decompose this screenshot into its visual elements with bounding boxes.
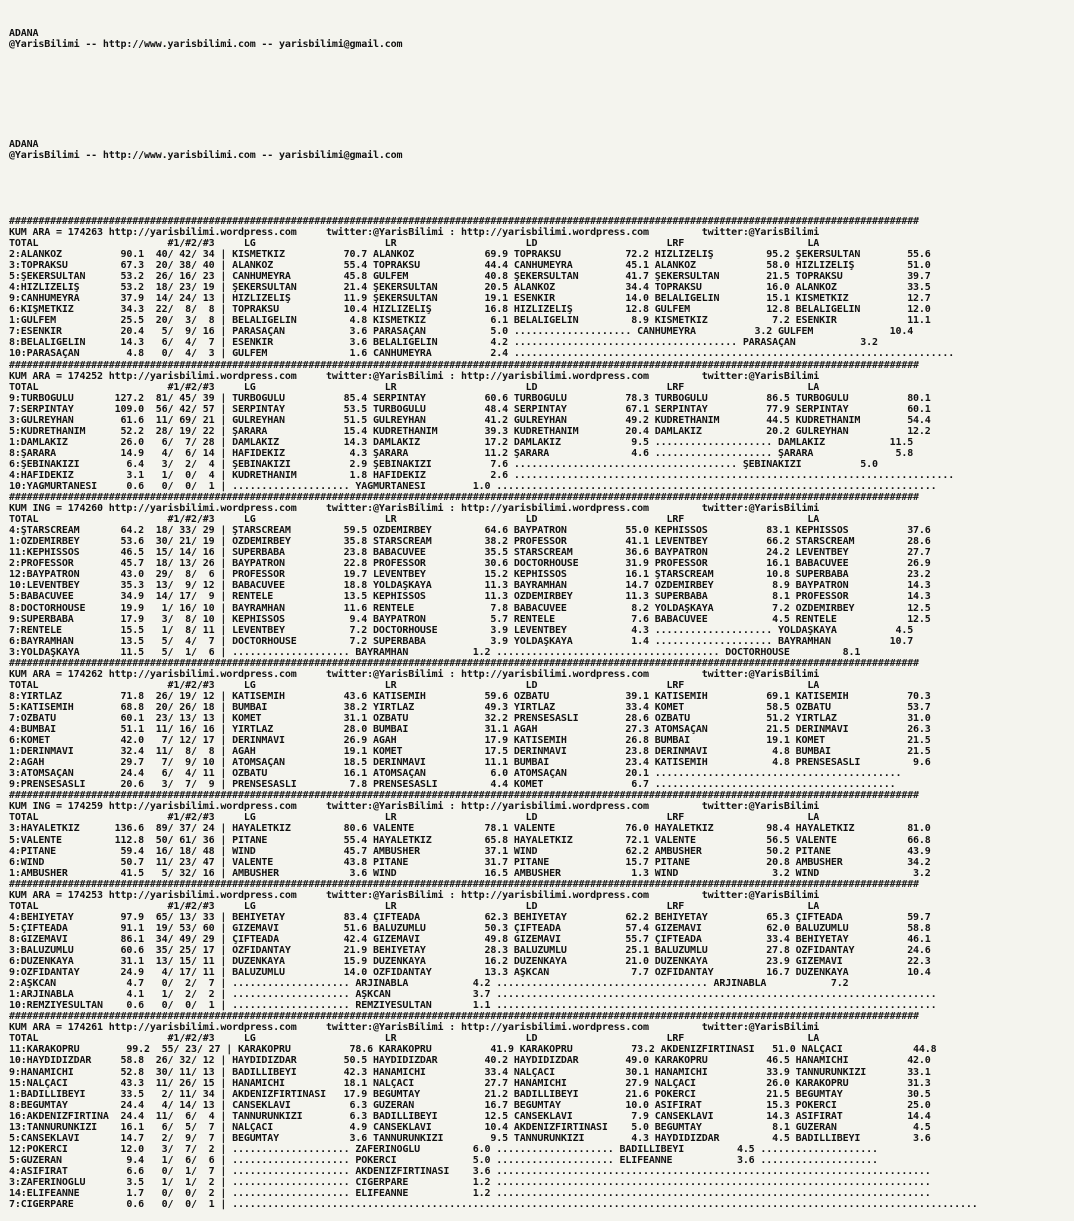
column-header: TOTAL #1/#2/#3 LG LR LD LRF LA bbox=[9, 514, 820, 526]
table-row: 2:AGAH 29.7 7/ 9/ 10 | ATOMSAÇAN 18.5 DERİNMAVİ 11.1 BUMBAİ 23.4 KATISEMİH 4.8 PRENSESASLI 9.6 bbox=[9, 757, 931, 769]
table-row: 1:ÖZDEMİRBEY 53.6 30/ 21/ 19 | ÖZDEMİRBEY 35.8 STARSCREAM 38.2 PROFESSOR 41.1 LEVENTBEY 66.2 STARSCREAM 28.6 bbox=[9, 536, 931, 548]
report-header-repeat bbox=[9, 139, 1069, 161]
race-section bbox=[9, 801, 1069, 878]
table-row: 5:BABACUVEE 34.9 14/ 17/ 9 | RENTELE 13.5 KEPHISSOS 11.3 ÖZDEMİRBEY 11.3 SÜPERBABA 8.1 PROFESSOR 14.3 bbox=[9, 591, 931, 603]
race-sections bbox=[9, 216, 1069, 1210]
table-row: 7:RENTELE 15.5 1/ 8/ 11 | LEVENTBEY 7.2 DOCTORHOUSE 3.9 LEVENTBEY 4.3 .................... YOLDAŞKAYA 4.5 bbox=[9, 624, 914, 636]
table-row: 5:VALENTE 112.8 50/ 61/ 36 | PİTANE 55.4 HAYALETKIZ 65.8 HAYALETKIZ 72.1 VALENTE 56.5 VALENTE 66.8 bbox=[9, 834, 931, 846]
race-title: KUM ARA = 174263 http://yarisbilimi.wordpress.com twitter:@YarisBilimi : http://yarisbilimi.wordpress.com twitter:@YarisBilimi bbox=[9, 226, 820, 238]
report-page bbox=[9, 6, 1069, 1221]
blank-line bbox=[9, 72, 1069, 83]
race-title: KUM ING = 174260 http://yarisbilimi.wordpress.com twitter:@YarisBilimi : http://yarisbilimi.wordpress.com twitter:@YarisBilimi bbox=[9, 503, 820, 515]
race-title: KUM ARA = 174262 http://yarisbilimi.wordpress.com twitter:@YarisBilimi : http://yarisbilimi.wordpress.com twitter:@YarisBilimi bbox=[9, 668, 820, 680]
race-section bbox=[9, 890, 1069, 1012]
section-rule: ########################################################################################################################################################### bbox=[9, 215, 919, 227]
table-row: 3:GÜLREYHAN 61.6 11/ 69/ 21 | GÜLREYHAN 51.5 GÜLREYHAN 41.2 GÜLREYHAN 49.2 KUDRETHANIM 44.5 KUDRETHANIM 54.4 bbox=[9, 414, 931, 426]
table-row: 3:YOLDAŞKAYA 11.5 5/ 1/ 6 | .................... BAYRAMHAN 1.2 ...................................... DOCTORHOUSE 8.1 bbox=[9, 646, 861, 658]
table-row: 4:HIZLIZELİŞ 53.2 18/ 23/ 19 | ŞEKERSULTAN 21.4 ŞEKERSULTAN 20.5 ALANKOZ 34.4 TOPRAKSU 16.0 ALANKOZ 33.5 bbox=[9, 282, 931, 294]
table-row: 1:ARJİNABLA 4.1 1/ 2/ 2 | .................... AŞKCAN 3.7 ........................................................................... bbox=[9, 989, 937, 1001]
table-row: 8:BEĞÜMTAY 24.4 4/ 14/ 13 | CANSEKLAVİ 6.3 GÜZERAN 16.7 BEĞÜMTAY 10.0 ASİFIRAT 15.3 POKERCİ 25.0 bbox=[9, 1099, 931, 1111]
column-header: TOTAL #1/#2/#3 LG LR LD LRF LA bbox=[9, 1033, 820, 1045]
table-row: 8:ŞARARA 14.9 4/ 6/ 14 | HAFİDEKIZ 4.3 ŞARARA 11.2 ŞARARA 4.6 .................... ŞARARA 5.8 bbox=[9, 447, 914, 459]
table-row: 9:ÖZFİDANTAY 24.9 4/ 17/ 11 | BALÜZÜMLÜ 14.0 ÖZFİDANTAY 13.3 AŞKCAN 7.7 ÖZFİDANTAY 16.7 DÜZENKAYA 10.4 bbox=[9, 967, 931, 979]
race-title: KUM ARA = 174252 http://yarisbilimi.wordpress.com twitter:@YarisBilimi : http://yarisbilimi.wordpress.com twitter:@YarisBilimi bbox=[9, 370, 820, 382]
table-row: 7:ÖZBATU 60.1 23/ 13/ 13 | KOMET 31.1 ÖZBATU 32.2 PRENSESASLI 28.6 ÖZBATU 51.2 YIRTLAZ 31.0 bbox=[9, 713, 931, 724]
table-row: 4:HAFİDEKIZ 3.1 1/ 0/ 4 | KUDRETHANIM 1.8 HAFİDEKIZ 2.6 ........................................................................... bbox=[9, 469, 955, 481]
table-row: 6:DÜZENKAYA 31.1 13/ 15/ 11 | DÜZENKAYA 15.9 DÜZENKAYA 16.2 DÜZENKAYA 21.0 DÜZENKAYA 23.9 GİZEMAVİ 22.3 bbox=[9, 956, 931, 968]
table-row: 11:KEPHISSOS 46.5 15/ 14/ 16 | SÜPERBABA 23.8 BABACUVEE 35.5 STARSCREAM 36.6 BAYPATRON 24.2 LEVENTBEY 27.7 bbox=[9, 547, 931, 559]
table-row: 2:ALANKOZ 90.1 40/ 42/ 34 | KISMETKIZ 70.7 ALANKOZ 69.9 TOPRAKSU 72.2 HIZLIZELİŞ 95.2 ŞEKERSULTAN 55.6 bbox=[9, 249, 931, 261]
table-row: 6:KOMET 42.0 7/ 12/ 17 | DERİNMAVİ 26.9 AGAH 17.9 KATISEMİH 26.8 BUMBAİ 19.1 KOMET 21.5 bbox=[9, 735, 931, 747]
table-row: 7:ESENKIR 20.4 5/ 9/ 16 | PARASAÇAN 3.6 PARASAÇAN 5.0 .................... CANHÜMEYRA 3.2 GÜLFEM 10.4 bbox=[9, 326, 914, 338]
table-row: 4:ŞTARSCREAM 64.2 18/ 33/ 29 | ŞTARSCREAM 59.5 ÖZDEMİRBEY 64.6 BAYPATRON 55.0 KEPHISSOS 83.1 KEPHISSOS 37.6 bbox=[9, 525, 931, 537]
race-title: KUM ARA = 174261 http://yarisbilimi.wordpress.com twitter:@YarisBilimi : http://yarisbilimi.wordpress.com twitter:@YarisBilimi bbox=[9, 1022, 820, 1034]
table-row: 5:ÇİFTEADA 91.1 19/ 53/ 60 | GİZEMAVİ 51.6 BALÜZÜMLÜ 50.3 ÇİFTEADA 57.4 GİZEMAVİ 62.0 BALÜZÜMLÜ 58.8 bbox=[9, 922, 931, 934]
column-header: TOTAL #1/#2/#3 LG LR LD LRF LA bbox=[9, 237, 820, 249]
table-row: 2:AŞKCAN 4.7 0/ 2/ 7 | .................... ARJİNABLA 4.2 .................................... ARJİNABLA 7.2 bbox=[9, 978, 849, 990]
column-header: TOTAL #1/#2/#3 LG LR LD LRF LA bbox=[9, 381, 820, 393]
table-row: 5:CANSEKLAVİ 14.7 2/ 9/ 7 | BEĞÜMTAY 3.6 TANNURUNKIZI 9.5 TANNURUNKIZI 4.3 HAYDİDİZDAR 4.5 BADILLIBEYİ 3.6 bbox=[9, 1132, 931, 1144]
race-section bbox=[9, 371, 1069, 493]
table-row: 15:NALÇACI 43.3 11/ 26/ 15 | HANAMİCHİ 18.1 NALÇACI 27.7 HANAMİCHİ 27.9 NALÇACI 26.0 KARAKÖPRÜ 31.3 bbox=[9, 1077, 931, 1089]
column-header: TOTAL #1/#2/#3 LG LR LD LRF LA bbox=[9, 679, 820, 691]
table-row: 3:ATOMSAÇAN 24.4 6/ 4/ 11 | ÖZBATU 16.1 ATOMSAÇAN 6.0 ATOMSAÇAN 20.1 .......................................... bbox=[9, 768, 902, 780]
table-row: 10:HAYDİDİZDAR 58.8 26/ 32/ 12 | HAYDİDİZDAR 50.5 HAYDİDİZDAR 40.2 HAYDİDİZDAR 49.0 KARAKÖPRÜ 46.5 HANAMİCHİ 42.0 bbox=[9, 1055, 931, 1067]
section-rule: ########################################################################################################################################################### bbox=[9, 790, 919, 802]
table-row: 10:PARASAÇAN 4.8 0/ 4/ 3 | GÜLFEM 1.6 CANHÜMEYRA 2.4 ........................................................................... bbox=[9, 348, 955, 360]
table-row: 7:SERPİNTAY 109.0 56/ 42/ 57 | SERPİNTAY 53.5 TURBOĞÜLÜ 48.4 SERPİNTAY 67.1 SERPİNTAY 77.9 SERPİNTAY 60.1 bbox=[9, 403, 931, 415]
table-row: 6:WIND 50.7 11/ 23/ 47 | VALENTE 43.8 PİTANE 31.7 PİTANE 15.7 PİTANE 20.8 AMBUSHER 34.2 bbox=[9, 856, 931, 868]
table-row: 3:HAYALETKIZ 136.6 89/ 37/ 24 | HAYALETKIZ 80.6 VALENTE 78.1 VALENTE 76.0 HAYALETKIZ 98.4 HAYALETKIZ 81.0 bbox=[9, 823, 931, 835]
table-row: 1:DERİNMAVİ 32.4 11/ 8/ 8 | AGAH 19.1 KOMET 17.5 DERİNMAVİ 23.8 DERİNMAVİ 4.8 BUMBAİ 21.5 bbox=[9, 746, 931, 758]
table-row: 6:ŞEBİNAKIZI 6.4 3/ 2/ 4 | ŞEBİNAKIZI 2.9 ŞEBİNAKIZI 7.6 ...................................... ŞEBİNAKIZI 5.0 bbox=[9, 458, 878, 470]
table-row: 13:TANNURUNKIZI 16.1 6/ 5/ 7 | NALÇACI 4.9 CANSEKLAVİ 10.4 AKDENİZFIRTINASI 5.0 BEĞÜMTAY 8.1 GÜZERAN 4.5 bbox=[9, 1121, 931, 1133]
section-rule: ########################################################################################################################################################### bbox=[9, 359, 919, 371]
table-row: 5:ŞEKERSULTAN 53.2 26/ 16/ 23 | CANHÜMEYRA 45.8 GÜLFEM 40.8 ŞEKERSULTAN 41.7 ŞEKERSULTAN 21.5 TOPRAKSU 39.7 bbox=[9, 271, 931, 283]
table-row: 16:AKDENİZFIRTINA 24.4 11/ 6/ 4 | TANNURUNKIZI 6.3 BADILLIBEYİ 12.5 CANSEKLAVİ 7.9 CANSEKLAVİ 14.3 ASİFIRAT 14.4 bbox=[9, 1110, 931, 1122]
report-header bbox=[9, 28, 1069, 50]
table-row: 6:KIŞMETKIZ 34.3 22/ 8/ 8 | TOPRAKSU 10.4 HIZLIZELİŞ 16.8 HIZLIZELİŞ 12.8 GÜLFEM 12.8 BELALIGELİN 12.0 bbox=[9, 304, 931, 316]
table-row: 1:GÜLFEM 25.5 20/ 3/ 8 | BELALIGELİN 4.8 KISMETKIZ 6.1 BELALIGELİN 8.9 KISMETKIZ 7.2 ESENKIR 11.1 bbox=[9, 315, 931, 327]
table-row: 12:POKERCİ 12.0 3/ 7/ 2 | .................... ZAFERİNOĞLU 6.0 .................... BADILLIBEYİ 4.5 .................... bbox=[9, 1143, 878, 1155]
table-row: 8:GİZEMAVİ 86.1 34/ 49/ 29 | ÇİFTEADA 42.4 GİZEMAVİ 49.8 GİZEMAVİ 55.7 ÇİFTEADA 33.4 BEHİYETAY 46.1 bbox=[9, 933, 931, 945]
column-header: TOTAL #1/#2/#3 LG LR LD LRF LA bbox=[9, 900, 820, 912]
city-title: ADANA bbox=[9, 28, 39, 40]
race-section bbox=[9, 669, 1069, 791]
table-row: 9:TURBOĞÜLÜ 127.2 81/ 45/ 39 | TURBOĞÜLÜ 85.4 SERPİNTAY 60.6 TURBOĞÜLÜ 78.3 TURBOĞÜLÜ 86.5 TURBOĞÜLÜ 80.1 bbox=[9, 392, 931, 404]
table-row: 3:ZAFERİNOĞLU 3.5 1/ 1/ 2 | .................... CİGERPARE 1.2 .......................................................................... bbox=[9, 1176, 931, 1188]
contact-line: @YarisBilimi -- http://www.yarisbilimi.com -- yarisbilimi@gmail.com bbox=[9, 39, 403, 51]
table-row: 10:LEVENTBEY 35.3 13/ 9/ 12 | BABACUVEE 18.8 YOLDAŞKAYA 11.3 BAYRAMHAN 14.7 ÖZDEMİRBEY 8.9 BAYPATRON 14.3 bbox=[9, 580, 931, 592]
section-rule: ########################################################################################################################################################### bbox=[9, 492, 919, 504]
city-title: ADANA bbox=[9, 138, 39, 150]
table-row: 5:GÜZERAN 9.4 1/ 6/ 6 | .................... POKERCİ 5.0 .................... ELİFEANNE 3.6 .................... bbox=[9, 1154, 878, 1166]
blank-line bbox=[9, 105, 1069, 116]
column-header: TOTAL #1/#2/#3 LG LR LD LRF LA bbox=[9, 812, 820, 824]
table-row: 9:PRENSESASLI 20.6 3/ 7/ 9 | PRENSESASLI 7.8 PRENSESASLI 4.4 KOMET 6.7 ......................................... bbox=[9, 779, 896, 791]
race-title: KUM ARA = 174253 http://yarisbilimi.wordpress.com twitter:@YarisBilimi : http://yarisbilimi.wordpress.com twitter:@YarisBilimi bbox=[9, 889, 820, 901]
table-row: 4:BUMBAİ 51.1 11/ 16/ 16 | YIRTLAZ 28.0 BUMBAİ 31.1 AGAH 27.3 ATOMSAÇAN 21.5 DERİNMAVİ 26.3 bbox=[9, 724, 931, 736]
table-row: 5:KUDRETHANIM 52.2 28/ 19/ 22 | ŞARARA 15.4 KUDRETHANIM 39.3 KUDRETHANIM 20.4 DAMLAKIZ 20.2 GÜLREYHAN 12.2 bbox=[9, 425, 931, 437]
table-row: 4:PİTANE 59.4 16/ 18/ 48 | WIND 45.7 AMBUSHER 37.1 WIND 62.2 AMBUSHER 50.2 PİTANE 43.9 bbox=[9, 845, 931, 857]
table-row: 6:BAYRAMHAN 13.5 5/ 4/ 7 | DOCTORHOUSE 7.2 SÜPERBABA 3.9 YOLDAŞKAYA 1.4 .................... BAYRAMHAN 10.7 bbox=[9, 635, 914, 647]
table-row: 10:YAĞMURTANESİ 0.6 0/ 0/ 1 | .................... YAĞMURTANESİ 1.0 ........................................................................... bbox=[9, 481, 937, 493]
blank-line bbox=[9, 183, 1069, 194]
table-row: 8:YIRTLAZ 71.8 26/ 19/ 12 | KATISEMİH 43.6 KATISEMİH 59.6 ÖZBATU 39.1 KATISEMİH 69.1 KATISEMİH 70.3 bbox=[9, 690, 931, 702]
race-section bbox=[9, 503, 1069, 658]
table-row: 5:KATISEMİH 68.8 20/ 26/ 18 | BUMBAİ 38.2 YIRTLAZ 49.3 YIRTLAZ 33.4 KOMET 58.5 ÖZBATU 53.7 bbox=[9, 701, 931, 713]
table-row: 12:BAYPATRON 43.0 29/ 8/ 6 | PROFESSOR 19.7 LEVENTBEY 15.2 KEPHISSOS 16.1 ŞTARSCREAM 10.8 SÜPERBABA 23.2 bbox=[9, 569, 931, 581]
section-rule: ########################################################################################################################################################### bbox=[9, 1011, 919, 1023]
table-row: 8:DOCTORHOUSE 19.9 1/ 16/ 10 | BAYRAMHAN 11.6 RENTELE 7.8 BABACUVEE 8.2 YOLDAŞKAYA 7.2 ÖZDEMİRBEY 12.5 bbox=[9, 602, 931, 614]
table-row: 7:CİGERPARE 0.6 0/ 0/ 1 | ............................................................................................................................... bbox=[9, 1199, 978, 1211]
table-row: 1:DAMLAKIZ 26.0 6/ 7/ 28 | DAMLAKIZ 14.3 DAMLAKIZ 17.2 DAMLAKIZ 9.5 .................... DAMLAKIZ 11.5 bbox=[9, 436, 914, 448]
table-row: 10:REMZİYESULTAN 0.6 0/ 0/ 1 | .................... REMZİYESULTAN 1.1 ........................................................................... bbox=[9, 1000, 937, 1012]
table-row: 3:TOPRAKSU 67.3 20/ 38/ 40 | ALANKOZ 55.4 TOPRAKSU 44.4 CANHÜMEYRA 45.1 ALANKOZ 58.0 HIZLIZELİŞ 51.0 bbox=[9, 260, 931, 272]
table-row: 3:BALÜZÜMLÜ 60.6 35/ 25/ 17 | ÖZFİDANTAY 21.9 BEHİYETAY 28.3 BALÜZÜMLÜ 25.1 BALÜZÜMLÜ 27.8 ÖZFİDANTAY 24.6 bbox=[9, 944, 931, 956]
table-row: 9:HANAMİCHİ 52.8 30/ 11/ 13 | BADILLIBEYİ 42.3 HANAMİCHİ 33.4 NALÇACI 30.1 HANAMİCHİ 33.9 TANNURUNKIZI 33.1 bbox=[9, 1066, 931, 1078]
race-title: KUM ING = 174259 http://yarisbilimi.wordpress.com twitter:@YarisBilimi : http://yarisbilimi.wordpress.com twitter:@YarisBilimi bbox=[9, 801, 820, 813]
contact-line: @YarisBilimi -- http://www.yarisbilimi.com -- yarisbilimi@gmail.com bbox=[9, 149, 403, 161]
table-row: 4:BEHİYETAY 97.9 65/ 13/ 33 | BEHİYETAY 83.4 ÇİFTEADA 62.3 BEHİYETAY 62.2 BEHİYETAY 65.3 ÇİFTEADA 59.7 bbox=[9, 911, 931, 923]
table-row: 2:PROFESSOR 45.7 18/ 13/ 26 | BAYPATRON 22.8 PROFESSOR 30.6 DOCTORHOUSE 31.9 PROFESSOR 16.1 BABACUVEE 26.9 bbox=[9, 558, 931, 570]
table-row: 9:CANHÜMEYRA 37.9 14/ 24/ 13 | HIZLIZELİŞ 11.9 ŞEKERSULTAN 19.1 ESENKIR 14.0 BELALIGELİN 15.1 KISMETKIZ 12.7 bbox=[9, 293, 931, 305]
table-row: 11:KARAKÖPRÜ 99.2 55/ 23/ 27 | KARAKÖPRÜ 78.6 KARAKÖPRÜ 41.9 KARAKÖPRÜ 73.2 AKDENİZFIRTINASI 51.0 NALÇACI 44.8 bbox=[9, 1044, 937, 1056]
section-rule: ########################################################################################################################################################### bbox=[9, 878, 919, 890]
table-row: 9:SÜPERBABA 17.9 3/ 8/ 10 | KEPHISSOS 9.4 BAYPATRON 5.7 RENTELE 7.6 BABACUVEE 4.5 RENTELE 12.5 bbox=[9, 613, 931, 625]
table-row: 1:BADILLIBEYİ 33.5 2/ 11/ 34 | AKDENİZFIRTINASI 17.9 BEĞÜMTAY 21.2 BADILLIBEYİ 21.6 POKERCİ 21.5 BEĞÜMTAY 30.5 bbox=[9, 1088, 931, 1100]
table-row: 14:ELİFEANNE 1.7 0/ 0/ 2 | .................... ELİFEANNE 1.2 .......................................................................... bbox=[9, 1188, 931, 1200]
race-section bbox=[9, 1022, 1069, 1210]
table-row: 8:BELALIGELİN 14.3 6/ 4/ 7 | ESENKIR 3.6 BELALIGELİN 4.2 ...................................... PARASAÇAN 3.2 bbox=[9, 337, 878, 349]
table-row: 4:ASİFIRAT 6.6 0/ 1/ 7 | .................... AKDENİZFIRTINASI 3.6 .......................................................................... bbox=[9, 1165, 931, 1177]
table-row: 1:AMBUSHER 41.5 5/ 32/ 16 | AMBUSHER 3.6 WIND 16.5 AMBUSHER 1.3 WIND 3.2 WIND 3.2 bbox=[9, 867, 931, 879]
section-rule: ########################################################################################################################################################### bbox=[9, 657, 919, 669]
race-section bbox=[9, 227, 1069, 360]
